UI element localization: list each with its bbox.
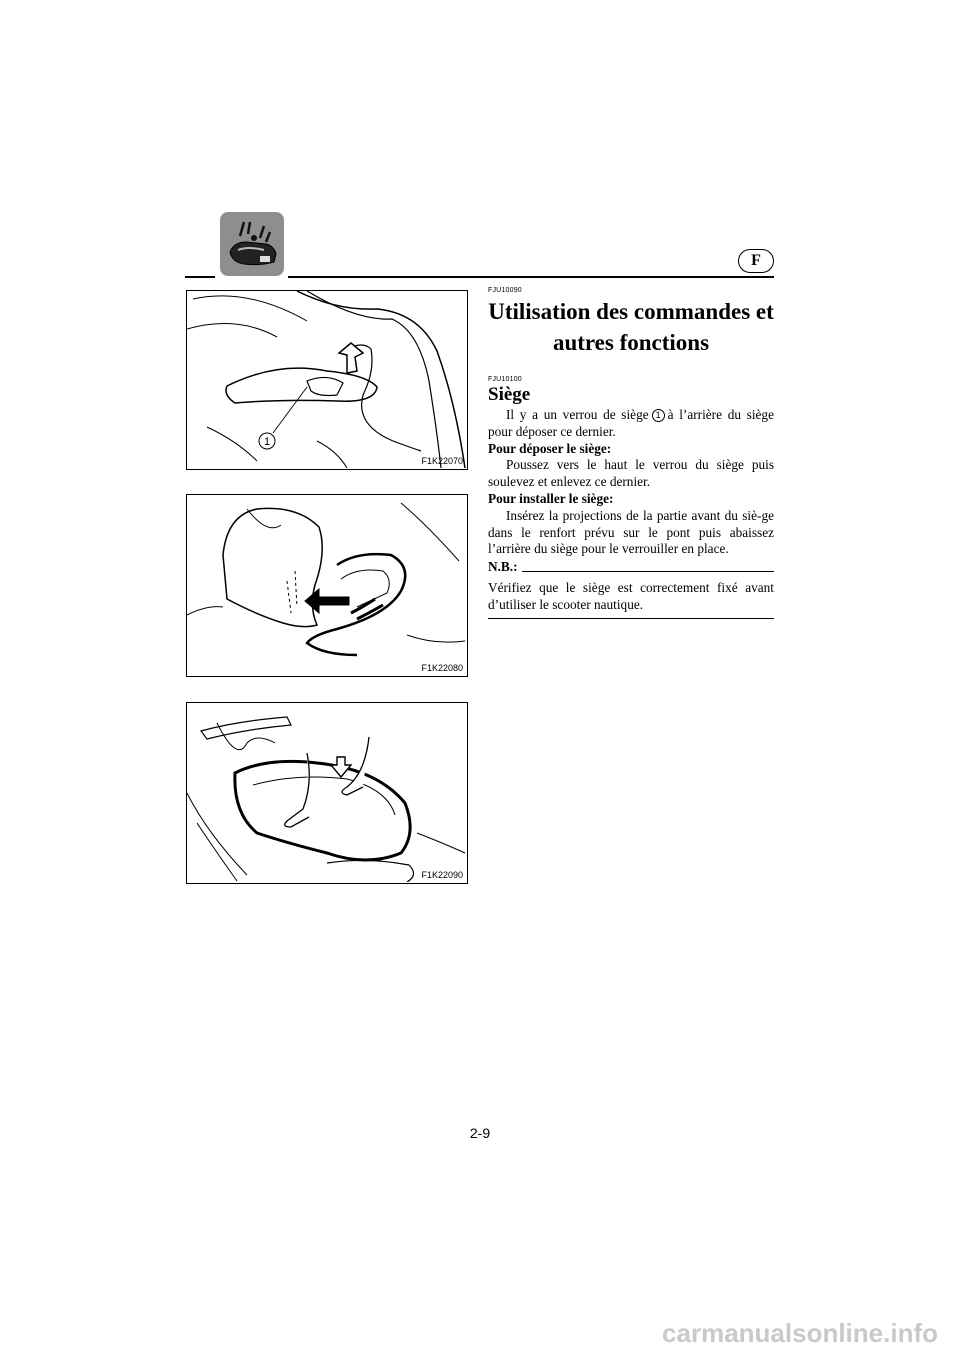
intro-paragraph — [488, 407, 774, 441]
subsection-title: Siège — [488, 384, 531, 405]
section-title: Utilisation des commandes et autres fonctions — [488, 299, 774, 355]
seat-install-illustration — [187, 495, 466, 675]
body-text — [488, 407, 774, 619]
figure-code: F1K22070 — [421, 456, 463, 466]
figure-seat-press — [186, 702, 468, 884]
figure-seat-install — [186, 494, 468, 677]
figure-code: F1K22090 — [421, 870, 463, 880]
watermark: carmanualsonline.info — [662, 1318, 938, 1348]
note-header — [488, 559, 774, 576]
remove-text: Poussez vers le haut le verrou du siège puis soulevez et enlevez ce dernier. — [488, 457, 774, 490]
intro-before: Il y a un verrou de siège — [506, 407, 649, 422]
callout-number: 1 — [652, 409, 665, 422]
figure-callout-number: 1 — [263, 436, 271, 448]
remove-label: Pour déposer le siège: — [488, 440, 612, 456]
seat-lock-illustration — [187, 291, 466, 468]
page-number: 2-9 — [469, 1125, 491, 1141]
note-end-rule — [488, 614, 774, 619]
header-rule-left — [185, 276, 215, 278]
header-rule-right — [288, 276, 774, 278]
note-rule — [522, 571, 774, 572]
install-text: Insérez la projections de la partie avant du siè-ge dans le renfort prévu sur le pont puis abaissez l’arrière du siège pour le verrouiller en place. — [488, 507, 774, 557]
note-text: Vérifiez que le siège est correctement fixé avant d’utiliser le scooter nautique. — [488, 579, 774, 612]
install-label: Pour installer le siège: — [488, 490, 614, 506]
language-badge: F — [738, 249, 774, 273]
figure-seat-lock — [186, 290, 468, 470]
figure-code: F1K22080 — [421, 663, 463, 673]
subsection-ref-code: FJU10100 — [488, 376, 522, 383]
section-ref-code: FJU10090 — [488, 287, 522, 294]
note-label: N.B.: — [488, 559, 518, 575]
watercraft-operation-icon — [220, 212, 284, 276]
intro-after: à l’arrière du siège pour déposer ce dernier. — [488, 407, 774, 439]
seat-press-illustration — [187, 703, 466, 882]
